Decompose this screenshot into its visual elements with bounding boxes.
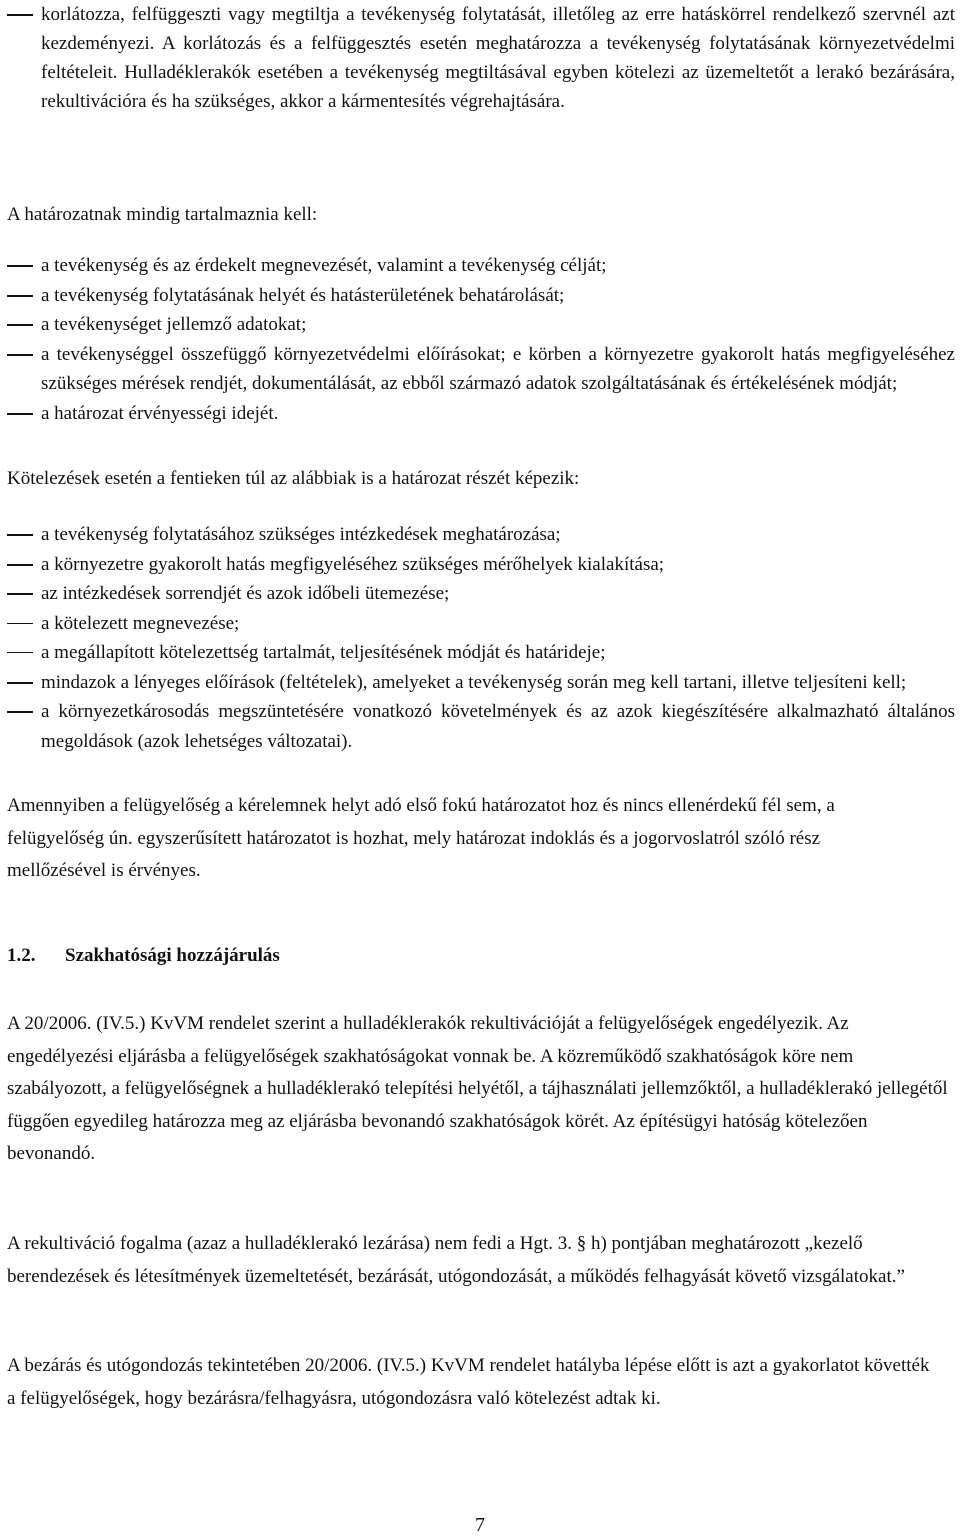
kotelezesek-intro: Kötelezések esetén a fentieken túl az alábbiak is a határozat részét képezik: (7, 468, 580, 489)
list-item: a környezetkárosodás megszüntetésére vonatkozó követelmények és az azok kiegészítésére alkalmazható általános megoldások (azok lehetséges változatai). (7, 697, 955, 756)
list-item: a kötelezett megnevezése; (7, 609, 955, 639)
section-title: Szakhatósági hozzájárulás (65, 945, 280, 966)
list-item-text: korlátozza, felfüggeszti vagy megtiltja a tevékenység folytatását, illetőleg az erre hatáskörrel rendelkező szervnél azt kezdeményezi. A korlátozás és a felfüggesztés esetén meghatározza a tevékenység folytatásának környezetvédelmi feltételeit. Hulladéklerakók esetében a tevékenység megtiltásával egyben kötelezi az üzemeltetőt a lerakó bezárására, rekultivációra és ha szükséges, akkor a kármentesítés végrehajtására. (41, 4, 955, 112)
szakhatosag-paragraph: A 20/2006. (IV.5.) KvVM rendelet szerint a hulladéklerakók rekultivációját a felügyelőségek engedélyezik. Az engedélyezési eljárásba a felügyelőségek szakhatóságokat vonnak be. A közreműködő szakhatóságok köre nem szabályozott, a felügyelőségnek a hulladéklerakó telepítési helyétől, a tájhasználati jellemzőktől, a hulladéklerakó jellegétől függően egyedileg határozza meg az eljárásba bevonandó szakhatóságok körét. Az építésügyi hatóság kötelezően bevonandó. (7, 1013, 948, 1164)
list-item: a tevékenységgel összefüggő környezetvédelmi előírásokat; e körben a környezetre gyakorolt hatás megfigyeléséhez szükséges mérések rendjét, dokumentálását, az ebből származó adatok szolgáltatásának és értékelésének módját; (7, 340, 955, 399)
section-number: 1.2. (7, 945, 36, 966)
list-item (7, 0, 955, 116)
hatarozat-list (7, 251, 955, 428)
list-item: az intézkedések sorrendjét és azok időbeli ütemezése; (7, 579, 955, 609)
section-heading (7, 941, 280, 971)
list-item: a környezetre gyakorolt hatás megfigyeléséhez szükséges mérőhelyek kialakítása; (7, 550, 955, 580)
list-item: a határozat érvényességi idejét. (7, 399, 955, 429)
hatarozat-intro: A határozatnak mindig tartalmaznia kell: (7, 204, 318, 225)
list-item: mindazok a lényeges előírások (feltételek), amelyeket a tevékenység során meg kell tartani, illetve teljesíteni kell; (7, 668, 955, 698)
rekultivacio-paragraph: A rekultiváció fogalma (azaz a hulladéklerakó lezárása) nem fedi a Hgt. 3. § h) pontjában meghatározott „kezelő berendezések és létesítmények üzemeltetését, bezárását, utógondozását, a működés felhagyását követő vizsgálatokat.” (7, 1233, 905, 1287)
continued-list-item (7, 0, 955, 116)
list-item: a megállapított kötelezettség tartalmát, teljesítésének módját és határideje; (7, 638, 955, 668)
kotelezesek-list (7, 520, 955, 756)
list-item: a tevékenység folytatásának helyét és hatásterületének behatárolását; (7, 281, 955, 311)
page-number: 7 (475, 1514, 485, 1536)
list-item: a tevékenység folytatásához szükséges intézkedések meghatározása; (7, 520, 955, 550)
list-item: a tevékenységet jellemző adatokat; (7, 310, 955, 340)
amennyiben-paragraph: Amennyiben a felügyelőség a kérelemnek helyt adó első fokú határozatot hoz és nincs ellenérdekű fél sem, a felügyelőség ún. egyszerűsített határozatot is hozhat, mely határozat indoklás és a jogorvoslatról szóló rész mellőzésével is érvényes. (7, 795, 835, 881)
bezaras-paragraph: A bezárás és utógondozás tekintetében 20/2006. (IV.5.) KvVM rendelet hatályba lépése előtt is azt a gyakorlatot követték a felügyelőségek, hogy bezárásra/felhagyásra, utógondozásra való kötelezést adtak ki. (7, 1355, 930, 1409)
list-item: a tevékenység és az érdekelt megnevezését, valamint a tevékenység célját; (7, 251, 955, 281)
